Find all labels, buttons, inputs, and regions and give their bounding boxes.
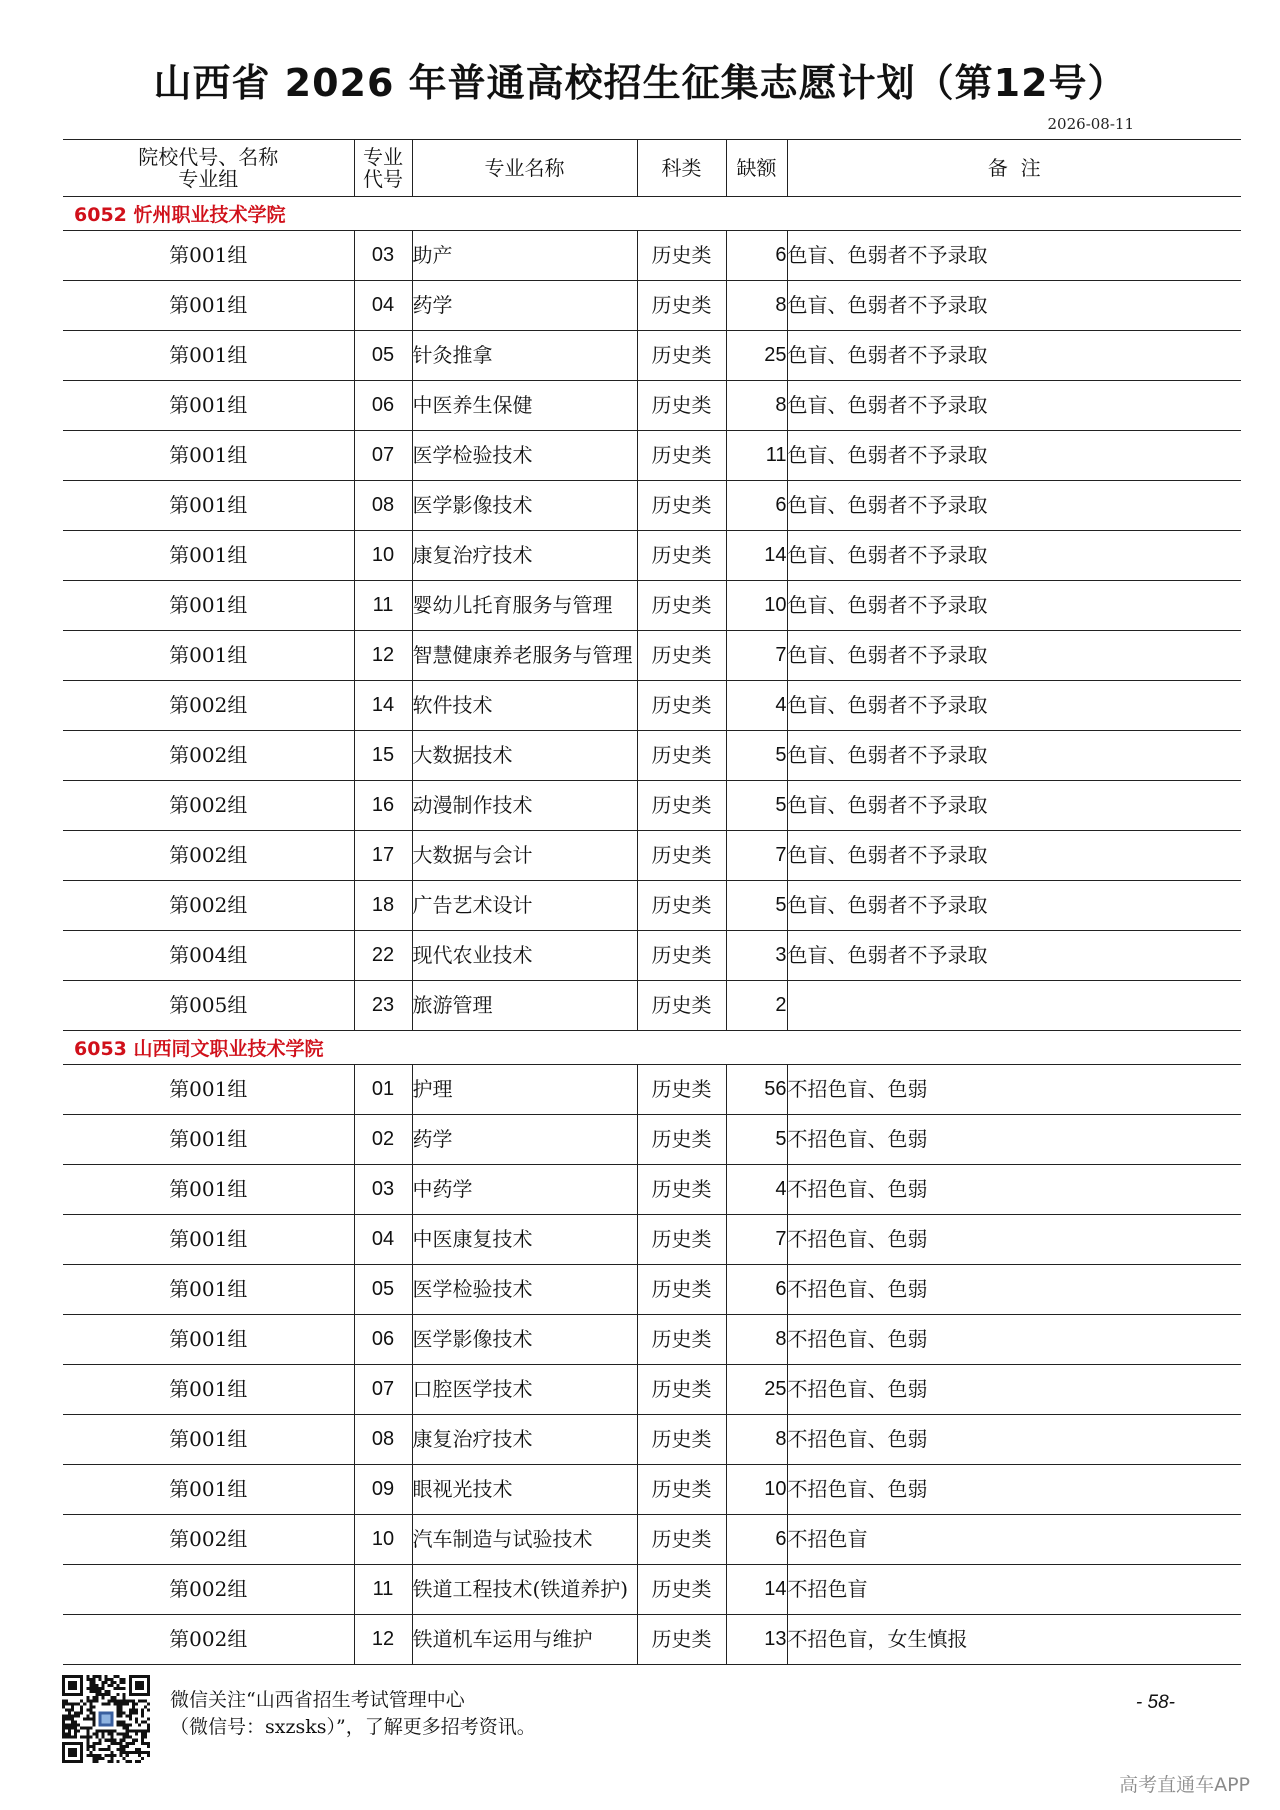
code-cell: 12: [354, 631, 412, 681]
code-cell: 11: [354, 1565, 412, 1615]
code-cell: 18: [354, 881, 412, 931]
table-row: [63, 1615, 1241, 1665]
header-group-line: 专业组: [178, 167, 239, 191]
note-cell: 色盲、色弱者不予录取: [787, 281, 1241, 331]
note-cell: 色盲、色弱者不予录取: [787, 581, 1241, 631]
page-number: - 58-: [1135, 1692, 1175, 1713]
category-cell: 历史类: [637, 1415, 726, 1465]
qr-code-icon: [62, 1675, 150, 1763]
table-row: [63, 1315, 1241, 1365]
quota-cell: 5: [726, 881, 787, 931]
footer-line-1: 微信关注“山西省招生考试管理中心: [170, 1689, 465, 1711]
category-cell: 历史类: [637, 1165, 726, 1215]
category-cell: 历史类: [637, 581, 726, 631]
group-cell: 第001组: [63, 331, 354, 381]
major-name-cell: 护理: [412, 1065, 637, 1115]
group-cell: 第001组: [63, 1265, 354, 1315]
table-row: [63, 1365, 1241, 1415]
note-cell: 色盲、色弱者不予录取: [787, 631, 1241, 681]
note-cell: 不招色盲: [787, 1565, 1241, 1615]
code-cell: 08: [354, 481, 412, 531]
group-cell: 第002组: [63, 781, 354, 831]
group-cell: 第002组: [63, 831, 354, 881]
header-major-code: [354, 140, 412, 197]
major-name-cell: 药学: [412, 1115, 637, 1165]
table-body: [63, 197, 1241, 1665]
group-cell: 第001组: [63, 1215, 354, 1265]
group-cell: 第002组: [63, 1565, 354, 1615]
note-cell: 不招色盲、色弱: [787, 1265, 1241, 1315]
category-cell: 历史类: [637, 331, 726, 381]
category-cell: 历史类: [637, 1565, 726, 1615]
table-row: [63, 481, 1241, 531]
table-row: [63, 781, 1241, 831]
group-cell: 第001组: [63, 231, 354, 281]
header-major-name: 专业名称: [412, 140, 637, 197]
category-cell: 历史类: [637, 781, 726, 831]
code-cell: 04: [354, 1215, 412, 1265]
group-cell: 第001组: [63, 1115, 354, 1165]
group-cell: 第001组: [63, 1315, 354, 1365]
table-row: [63, 581, 1241, 631]
code-cell: 07: [354, 1365, 412, 1415]
group-cell: 第001组: [63, 281, 354, 331]
major-name-cell: 助产: [412, 231, 637, 281]
code-cell: 03: [354, 1165, 412, 1215]
note-cell: 不招色盲、色弱: [787, 1315, 1241, 1365]
category-cell: 历史类: [637, 231, 726, 281]
major-name-cell: 口腔医学技术: [412, 1365, 637, 1415]
school-name: 6053 山西同文职业技术学院: [63, 1031, 1241, 1065]
major-name-cell: 旅游管理: [412, 981, 637, 1031]
quota-cell: 8: [726, 1315, 787, 1365]
quota-cell: 14: [726, 531, 787, 581]
table-row: [63, 431, 1241, 481]
table-header-row: [63, 140, 1241, 197]
quota-cell: 13: [726, 1615, 787, 1665]
category-cell: 历史类: [637, 431, 726, 481]
quota-cell: 6: [726, 1265, 787, 1315]
quota-cell: 8: [726, 381, 787, 431]
quota-cell: 8: [726, 281, 787, 331]
major-name-cell: 康复治疗技术: [412, 1415, 637, 1465]
table-row: [63, 981, 1241, 1031]
quota-cell: 2: [726, 981, 787, 1031]
group-cell: 第001组: [63, 431, 354, 481]
header-category: 科类: [637, 140, 726, 197]
table-row: [63, 1165, 1241, 1215]
major-name-cell: 医学检验技术: [412, 1265, 637, 1315]
school-header-row: [63, 1031, 1241, 1065]
group-cell: 第001组: [63, 1365, 354, 1415]
table-row: [63, 731, 1241, 781]
quota-cell: 7: [726, 1215, 787, 1265]
major-name-cell: 婴幼儿托育服务与管理: [412, 581, 637, 631]
major-name-cell: 医学影像技术: [412, 1315, 637, 1365]
major-name-cell: 汽车制造与试验技术: [412, 1515, 637, 1565]
quota-cell: 14: [726, 1565, 787, 1615]
quota-cell: 5: [726, 1115, 787, 1165]
code-cell: 11: [354, 581, 412, 631]
publish-date: 2026-08-11: [1047, 115, 1134, 133]
category-cell: 历史类: [637, 731, 726, 781]
major-name-cell: 中医康复技术: [412, 1215, 637, 1265]
table-row: [63, 1265, 1241, 1315]
header-school-group: [63, 140, 354, 197]
code-cell: 23: [354, 981, 412, 1031]
major-name-cell: 针灸推拿: [412, 331, 637, 381]
category-cell: 历史类: [637, 481, 726, 531]
group-cell: 第002组: [63, 681, 354, 731]
table-row: [63, 881, 1241, 931]
quota-cell: 6: [726, 1515, 787, 1565]
code-cell: 04: [354, 281, 412, 331]
table-row: [63, 681, 1241, 731]
footer-line-2: （微信号：sxzsks）”，了解更多招考资讯。: [170, 1716, 536, 1738]
category-cell: 历史类: [637, 381, 726, 431]
code-cell: 12: [354, 1615, 412, 1665]
note-cell: 不招色盲、色弱: [787, 1365, 1241, 1415]
code-cell: 05: [354, 1265, 412, 1315]
group-cell: 第001组: [63, 1065, 354, 1115]
table-row: [63, 1065, 1241, 1115]
table-row: [63, 831, 1241, 881]
code-cell: 10: [354, 1515, 412, 1565]
note-cell: 色盲、色弱者不予录取: [787, 931, 1241, 981]
note-cell: 不招色盲、色弱: [787, 1065, 1241, 1115]
note-cell: 色盲、色弱者不予录取: [787, 831, 1241, 881]
table-row: [63, 1115, 1241, 1165]
code-cell: 09: [354, 1465, 412, 1515]
major-name-cell: 医学检验技术: [412, 431, 637, 481]
group-cell: 第001组: [63, 1465, 354, 1515]
group-cell: 第005组: [63, 981, 354, 1031]
group-cell: 第001组: [63, 1415, 354, 1465]
group-cell: 第002组: [63, 1515, 354, 1565]
code-cell: 07: [354, 431, 412, 481]
group-cell: 第001组: [63, 381, 354, 431]
group-cell: 第001组: [63, 1165, 354, 1215]
table-row: [63, 931, 1241, 981]
note-cell: 色盲、色弱者不予录取: [787, 231, 1241, 281]
table-row: [63, 1465, 1241, 1515]
major-name-cell: 铁道工程技术(铁道养护): [412, 1565, 637, 1615]
group-cell: 第002组: [63, 731, 354, 781]
category-cell: 历史类: [637, 1465, 726, 1515]
code-cell: 08: [354, 1415, 412, 1465]
quota-cell: 8: [726, 1415, 787, 1465]
category-cell: 历史类: [637, 981, 726, 1031]
note-cell: 色盲、色弱者不予录取: [787, 431, 1241, 481]
group-cell: 第001组: [63, 531, 354, 581]
category-cell: 历史类: [637, 1115, 726, 1165]
page-title: 山西省 2026 年普通高校招生征集志愿计划（第12号）: [153, 61, 1127, 105]
code-cell: 14: [354, 681, 412, 731]
major-name-cell: 铁道机车运用与维护: [412, 1615, 637, 1665]
quota-cell: 5: [726, 731, 787, 781]
quota-cell: 3: [726, 931, 787, 981]
category-cell: 历史类: [637, 831, 726, 881]
note-cell: 色盲、色弱者不予录取: [787, 531, 1241, 581]
group-cell: 第001组: [63, 631, 354, 681]
table-row: [63, 631, 1241, 681]
quota-cell: 7: [726, 831, 787, 881]
note-cell: 不招色盲、色弱: [787, 1465, 1241, 1515]
major-name-cell: 智慧健康养老服务与管理: [412, 631, 637, 681]
note-cell: 色盲、色弱者不予录取: [787, 381, 1241, 431]
group-cell: 第001组: [63, 481, 354, 531]
header-code-line2: 代号: [363, 167, 403, 191]
note-cell: 色盲、色弱者不予录取: [787, 481, 1241, 531]
note-cell: 色盲、色弱者不予录取: [787, 781, 1241, 831]
group-cell: 第002组: [63, 1615, 354, 1665]
category-cell: 历史类: [637, 281, 726, 331]
table-row: [63, 1215, 1241, 1265]
category-cell: 历史类: [637, 1365, 726, 1415]
note-cell: 不招色盲、色弱: [787, 1415, 1241, 1465]
major-name-cell: 药学: [412, 281, 637, 331]
school-header-row: [63, 197, 1241, 231]
note-cell: 不招色盲: [787, 1515, 1241, 1565]
quota-cell: 6: [726, 481, 787, 531]
code-cell: 15: [354, 731, 412, 781]
group-cell: 第002组: [63, 881, 354, 931]
quota-cell: 25: [726, 331, 787, 381]
note-cell: 不招色盲、色弱: [787, 1115, 1241, 1165]
note-cell: 不招色盲、色弱: [787, 1215, 1241, 1265]
quota-cell: 11: [726, 431, 787, 481]
category-cell: 历史类: [637, 1265, 726, 1315]
watermark: 高考直通车APP: [1119, 1774, 1250, 1796]
table-row: [63, 1565, 1241, 1615]
note-cell: 色盲、色弱者不予录取: [787, 331, 1241, 381]
note-cell: 不招色盲、色弱: [787, 1165, 1241, 1215]
group-cell: 第004组: [63, 931, 354, 981]
major-name-cell: 动漫制作技术: [412, 781, 637, 831]
header-school-line: 院校代号、名称: [138, 145, 279, 169]
table-row: [63, 281, 1241, 331]
code-cell: 01: [354, 1065, 412, 1115]
note-cell: [787, 981, 1241, 1031]
category-cell: 历史类: [637, 881, 726, 931]
quota-cell: 56: [726, 1065, 787, 1115]
major-name-cell: 现代农业技术: [412, 931, 637, 981]
note-cell: 色盲、色弱者不予录取: [787, 881, 1241, 931]
category-cell: 历史类: [637, 1515, 726, 1565]
table-row: [63, 1515, 1241, 1565]
major-name-cell: 广告艺术设计: [412, 881, 637, 931]
quota-cell: 4: [726, 1165, 787, 1215]
school-name: 6052 忻州职业技术学院: [63, 197, 1241, 231]
code-cell: 17: [354, 831, 412, 881]
category-cell: 历史类: [637, 1065, 726, 1115]
category-cell: 历史类: [637, 1315, 726, 1365]
major-name-cell: 大数据与会计: [412, 831, 637, 881]
quota-cell: 5: [726, 781, 787, 831]
table-row: [63, 531, 1241, 581]
code-cell: 03: [354, 231, 412, 281]
quota-cell: 25: [726, 1365, 787, 1415]
category-cell: 历史类: [637, 531, 726, 581]
quota-cell: 4: [726, 681, 787, 731]
major-name-cell: 康复治疗技术: [412, 531, 637, 581]
table-row: [63, 1415, 1241, 1465]
group-cell: 第001组: [63, 581, 354, 631]
code-cell: 05: [354, 331, 412, 381]
code-cell: 16: [354, 781, 412, 831]
note-cell: 色盲、色弱者不予录取: [787, 681, 1241, 731]
quota-cell: 10: [726, 581, 787, 631]
quota-cell: 6: [726, 231, 787, 281]
table-row: [63, 331, 1241, 381]
major-name-cell: 软件技术: [412, 681, 637, 731]
footer-text: [170, 1687, 536, 1741]
note-cell: 不招色盲，女生慎报: [787, 1615, 1241, 1665]
header-note: 备 注: [787, 140, 1241, 197]
category-cell: 历史类: [637, 1215, 726, 1265]
plan-table: [63, 139, 1241, 1665]
code-cell: 02: [354, 1115, 412, 1165]
category-cell: 历史类: [637, 631, 726, 681]
quota-cell: 10: [726, 1465, 787, 1515]
header-code-line1: 专业: [363, 145, 403, 169]
major-name-cell: 大数据技术: [412, 731, 637, 781]
category-cell: 历史类: [637, 1615, 726, 1665]
major-name-cell: 眼视光技术: [412, 1465, 637, 1515]
table-row: [63, 231, 1241, 281]
major-name-cell: 医学影像技术: [412, 481, 637, 531]
category-cell: 历史类: [637, 931, 726, 981]
category-cell: 历史类: [637, 681, 726, 731]
table-row: [63, 381, 1241, 431]
major-name-cell: 中药学: [412, 1165, 637, 1215]
code-cell: 22: [354, 931, 412, 981]
code-cell: 06: [354, 381, 412, 431]
quota-cell: 7: [726, 631, 787, 681]
code-cell: 06: [354, 1315, 412, 1365]
major-name-cell: 中医养生保健: [412, 381, 637, 431]
note-cell: 色盲、色弱者不予录取: [787, 731, 1241, 781]
code-cell: 10: [354, 531, 412, 581]
header-quota: 缺额: [726, 140, 787, 197]
